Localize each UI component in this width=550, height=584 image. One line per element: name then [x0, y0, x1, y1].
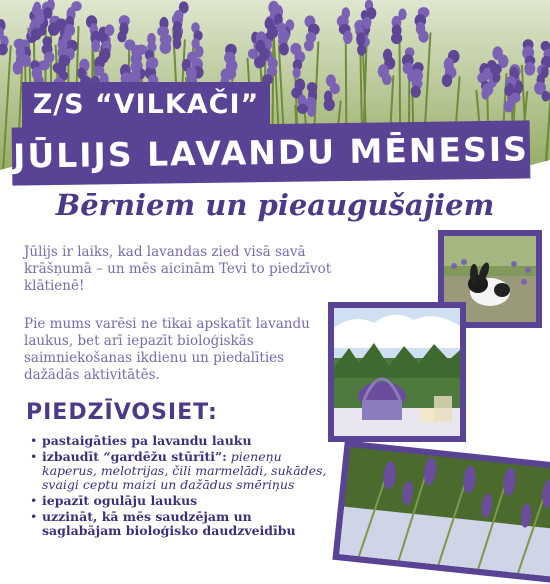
- lavender-bud: [278, 30, 290, 43]
- lavender-bud: [343, 31, 353, 44]
- lavender-bud: [482, 83, 493, 96]
- lavender-basket-photo: [328, 302, 466, 442]
- lavender-bud: [279, 43, 289, 56]
- lavender-bud: [418, 30, 428, 42]
- lavender-bud: [411, 86, 421, 98]
- activities-heading: PIEDZĪVOSIET:: [26, 400, 218, 425]
- lavender-bud: [442, 74, 452, 87]
- lavender-bud: [356, 32, 365, 46]
- lavender-bud: [363, 17, 372, 29]
- lavender-bud: [225, 68, 236, 80]
- lavender-bud: [173, 38, 181, 50]
- lavender-bud: [330, 83, 340, 94]
- farm-name-banner: Z/S “VILKAČI”: [22, 82, 270, 128]
- lavender-bud: [541, 91, 550, 102]
- lavender-bud: [357, 44, 366, 56]
- list-item: • iepazīt ogulāju laukus: [30, 494, 330, 508]
- event-title-banner: JŪLIJS LAVANDU MĒNESIS: [12, 120, 531, 185]
- lavender-bud: [13, 61, 23, 75]
- lavender-bud: [524, 62, 535, 76]
- lavender-bud: [146, 57, 158, 69]
- lavender-bud: [293, 67, 301, 78]
- list-item: • uzzināt, kā mēs saudzējam un saglabājam bioloģisko daudzveidību: [30, 510, 330, 538]
- intro-paragraph-1: Jūlijs ir laiks, kad lavandas zied visā savā krāšņumā – un mēs aicinām Tevi to piedzīvot klātienē!: [24, 244, 334, 295]
- lavender-bud: [503, 101, 513, 113]
- lavender-bouquet-photo: [332, 440, 550, 583]
- lavender-bud: [304, 40, 314, 52]
- lavender-bud: [117, 31, 126, 42]
- lavender-bud: [31, 28, 42, 40]
- lavender-bud: [91, 39, 100, 52]
- audience-subtitle: Bērniem un pieaugušajiem: [0, 188, 550, 222]
- lavender-bud: [297, 104, 308, 114]
- lavender-bud: [324, 98, 335, 111]
- lavender-bud: [160, 41, 172, 54]
- lavender-bud: [55, 62, 66, 75]
- bouquet-image: [339, 447, 550, 577]
- lavender-bud: [254, 56, 265, 68]
- lavender-bud: [510, 93, 520, 103]
- activities-list: [30, 434, 330, 540]
- basket-image: [334, 308, 460, 436]
- intro-paragraph-2: Pie mums varēsi ne tikai apskatīt lavandu laukus, bet arī iepazīt bioloģiskās saimniekošanas ikdienu un piedalīties dažādās aktivitātēs.: [24, 316, 324, 384]
- lavender-bud: [391, 32, 402, 44]
- lavender-bud: [492, 72, 500, 83]
- lavender-bud: [382, 74, 392, 86]
- lavender-bud: [101, 48, 110, 61]
- list-item: • pastaigāties pa lavandu lauku: [30, 434, 330, 448]
- list-item: • izbaudīt “gardēžu stūrīti”: pieneņu kaperus, melotrijas, čili marmelādi, sukādes, svaigi ceptu maizi un dažādus smēriņus: [30, 450, 330, 492]
- lavender-bud: [307, 106, 315, 117]
